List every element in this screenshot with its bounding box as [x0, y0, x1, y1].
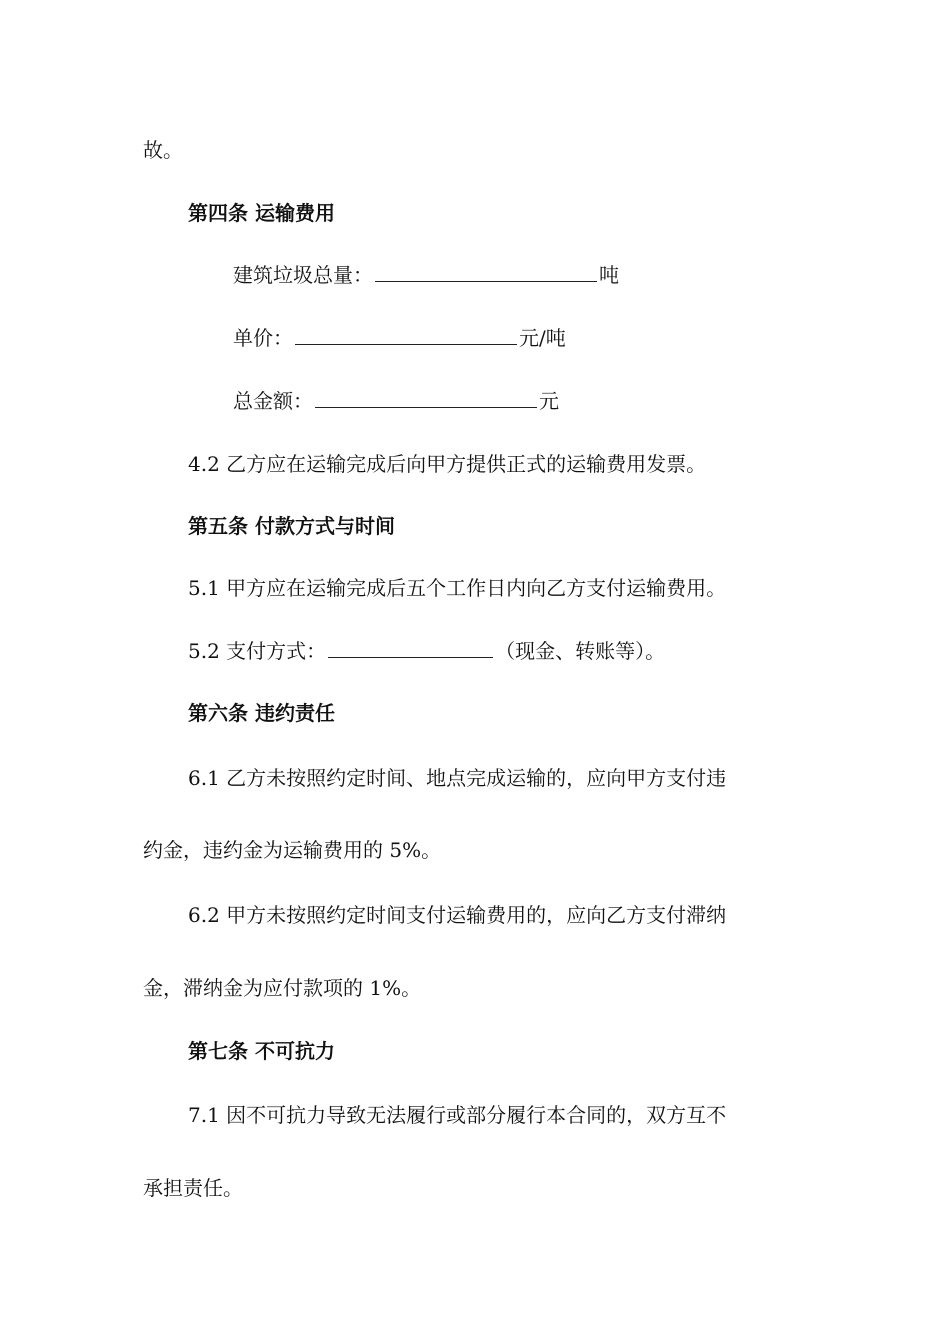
unit-price-blank: [295, 326, 517, 345]
clause-6-1-line2: 约金，违约金为运输费用的 5%。: [143, 838, 442, 862]
article-five-heading: 第五条 付款方式与时间: [188, 514, 395, 538]
total-waste-unit: 吨: [599, 263, 619, 287]
article-four-heading: 第四条 运输费用: [188, 201, 335, 225]
total-waste-blank: [375, 263, 597, 282]
payment-method-label: 5.2 支付方式：: [188, 639, 327, 663]
unit-price-unit: 元/吨: [519, 326, 566, 350]
total-amount-field: [233, 387, 559, 415]
unit-price-label: 单价：: [233, 326, 293, 350]
clause-5-1: 5.1 甲方应在运输完成后五个工作日内向乙方支付运输费用。: [188, 576, 727, 600]
payment-method-tail: （现金、转账等）。: [495, 639, 666, 663]
payment-method-blank: [328, 639, 493, 658]
clause-6-2-line1: 6.2 甲方未按照约定时间支付运输费用的，应向乙方支付滞纳: [188, 903, 727, 927]
total-waste-label: 建筑垃圾总量：: [233, 263, 373, 287]
clause-6-1-line1: 6.1 乙方未按照约定时间、地点完成运输的，应向甲方支付违: [188, 766, 727, 790]
clause-6-2-line2: 金，滞纳金为应付款项的 1%。: [143, 976, 422, 1000]
total-waste-field: [233, 261, 619, 289]
clause-7-1-line1: 7.1 因不可抗力导致无法履行或部分履行本合同的，双方互不: [188, 1103, 727, 1127]
clause-7-1-line2: 承担责任。: [143, 1176, 243, 1200]
total-amount-blank: [315, 389, 537, 408]
clause-4-2: 4.2 乙方应在运输完成后向甲方提供正式的运输费用发票。: [188, 452, 707, 476]
clause-5-2: [188, 637, 665, 665]
unit-price-field: [233, 324, 566, 352]
article-six-heading: 第六条 违约责任: [188, 701, 335, 725]
article-seven-heading: 第七条 不可抗力: [188, 1039, 335, 1063]
paragraph-continuation: 故。: [143, 138, 183, 162]
total-amount-label: 总金额：: [233, 389, 313, 413]
total-amount-unit: 元: [539, 389, 559, 413]
